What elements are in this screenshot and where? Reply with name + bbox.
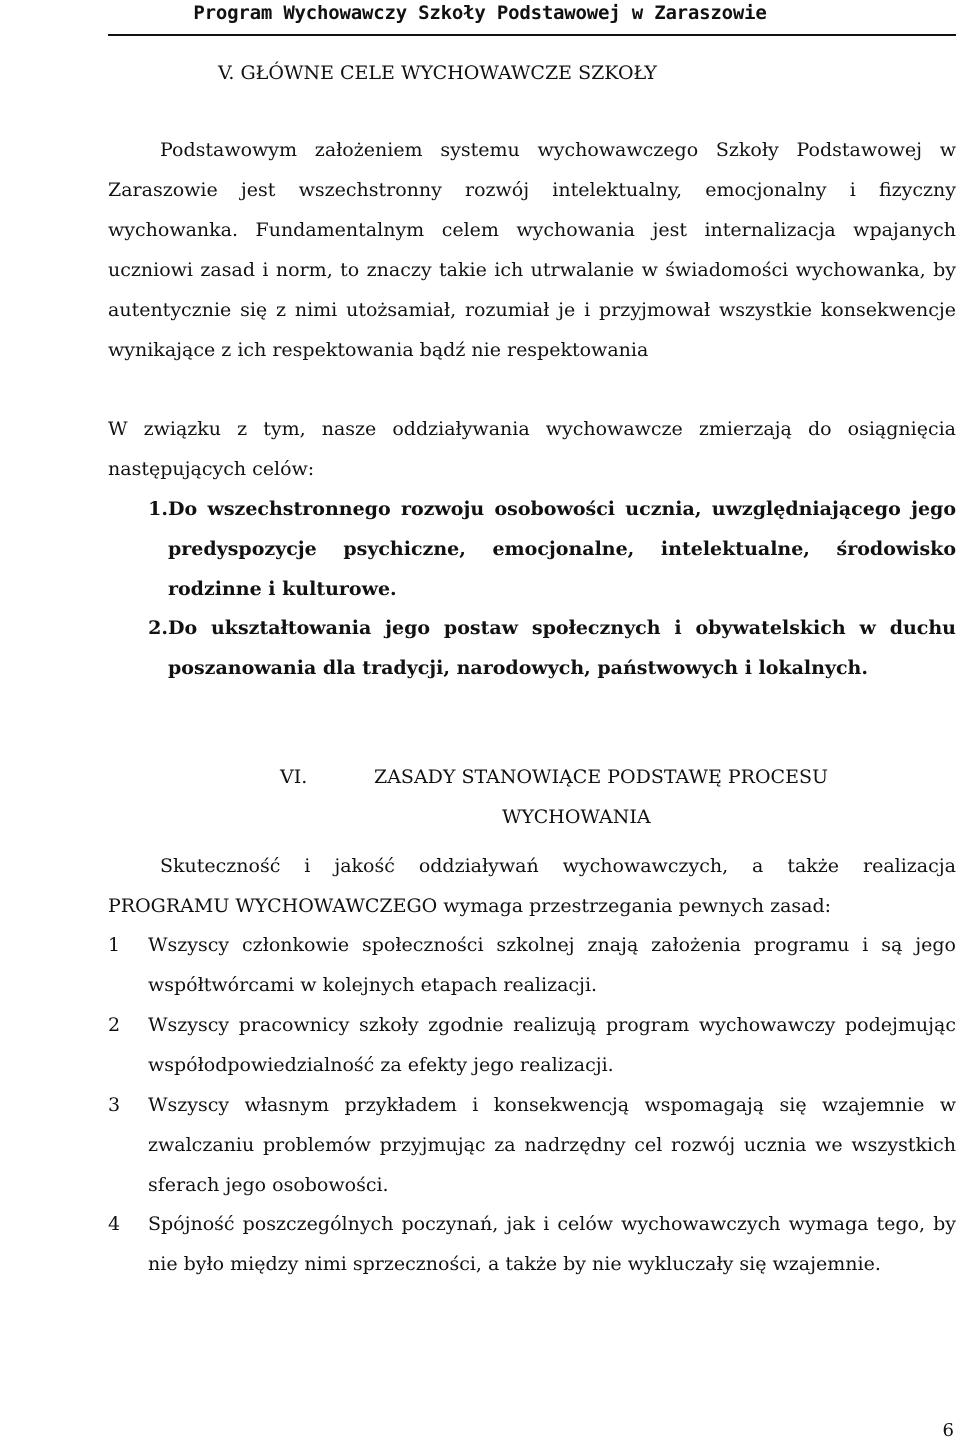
goal-item: [108, 489, 956, 609]
section-6-heading-line-2: WYCHOWANIA: [502, 806, 651, 828]
rule-text: Spójność poszczególnych poczynań, jak i celów wychowawczych wymaga tego, by nie było między nimi sprzeczności, a także by nie wykluczały się wzajemnie.: [148, 1213, 956, 1275]
section-5-lead-paragraph: W związku z tym, nasze oddziaływania wychowawcze zmierzają do osiągnięcia następujących celów:: [108, 418, 956, 480]
section-6-roman-numeral: VI.: [280, 766, 308, 788]
goal-number: 1.: [148, 498, 168, 520]
rule-number: 3: [108, 1094, 121, 1116]
goal-text: Do wszechstronnego rozwoju osobowości ucznia, uwzględniającego jego predyspozycje psychiczne, emocjonalne, intelektualne, środowisko rodzinne i kulturowe.: [168, 498, 956, 600]
section-6-heading-line-1: ZASADY STANOWIĄCE PODSTAWĘ PROCESU: [374, 766, 828, 788]
rule-number: 1: [108, 934, 121, 956]
goal-item: [108, 608, 956, 728]
rule-text: Wszyscy pracownicy szkoły zgodnie realizują program wychowawczy podejmując współodpowiedzialność za efekty jego realizacji.: [148, 1014, 956, 1076]
section-6-intro-paragraph: Skuteczność i jakość oddziaływań wychowawczych, a także realizacja PROGRAMU WYCHOWAWCZEGO wymaga przestrzegania pewnych zasad:: [108, 855, 956, 917]
goal-text: Do ukształtowania jego postaw społecznych i obywatelskich w duchu poszanowania dla tradycji, narodowych, państwowych i lokalnych.: [168, 617, 956, 679]
rule-number: 4: [108, 1213, 121, 1235]
rule-item: [108, 1085, 956, 1205]
rule-item: [108, 1005, 956, 1085]
running-header: Program Wychowawczy Szkoły Podstawowej w Zaraszowie: [193, 2, 767, 24]
section-5-heading: V. GŁÓWNE CELE WYCHOWAWCZE SZKOŁY: [218, 62, 657, 84]
goal-number: 2.: [148, 617, 168, 639]
rule-item: [108, 925, 956, 1005]
rule-item: [108, 1204, 956, 1324]
rule-text: Wszyscy własnym przykładem i konsekwencją wspomagają się wzajemnie w zwalczaniu problemów przyjmując za nadrzędny cel rozwój ucznia we wszystkich sferach jego osobowości.: [148, 1094, 956, 1196]
rule-text: Wszyscy członkowie społeczności szkolnej znają założenia programu i są jego współtwórcami w kolejnych etapach realizacji.: [148, 934, 956, 996]
section-5-intro-paragraph: Podstawowym założeniem systemu wychowawczego Szkoły Podstawowej w Zaraszowie jest wszechstronny rozwój intelektualny, emocjonalny i fizyczny wychowanka. Fundamentalnym celem wychowania jest internalizacja wpajanych uczniowi zasad i norm, to znaczy takie ich utrwalanie w świadomości wychowanka, by autentycznie się z nimi utożsamiał, rozumiał je i przyjmował wszystkie konsekwencje wynikające z ich respektowania bądź nie respektowania: [108, 139, 956, 361]
header-rule: [108, 34, 956, 36]
rule-number: 2: [108, 1014, 121, 1036]
page-number: 6: [942, 1420, 954, 1441]
